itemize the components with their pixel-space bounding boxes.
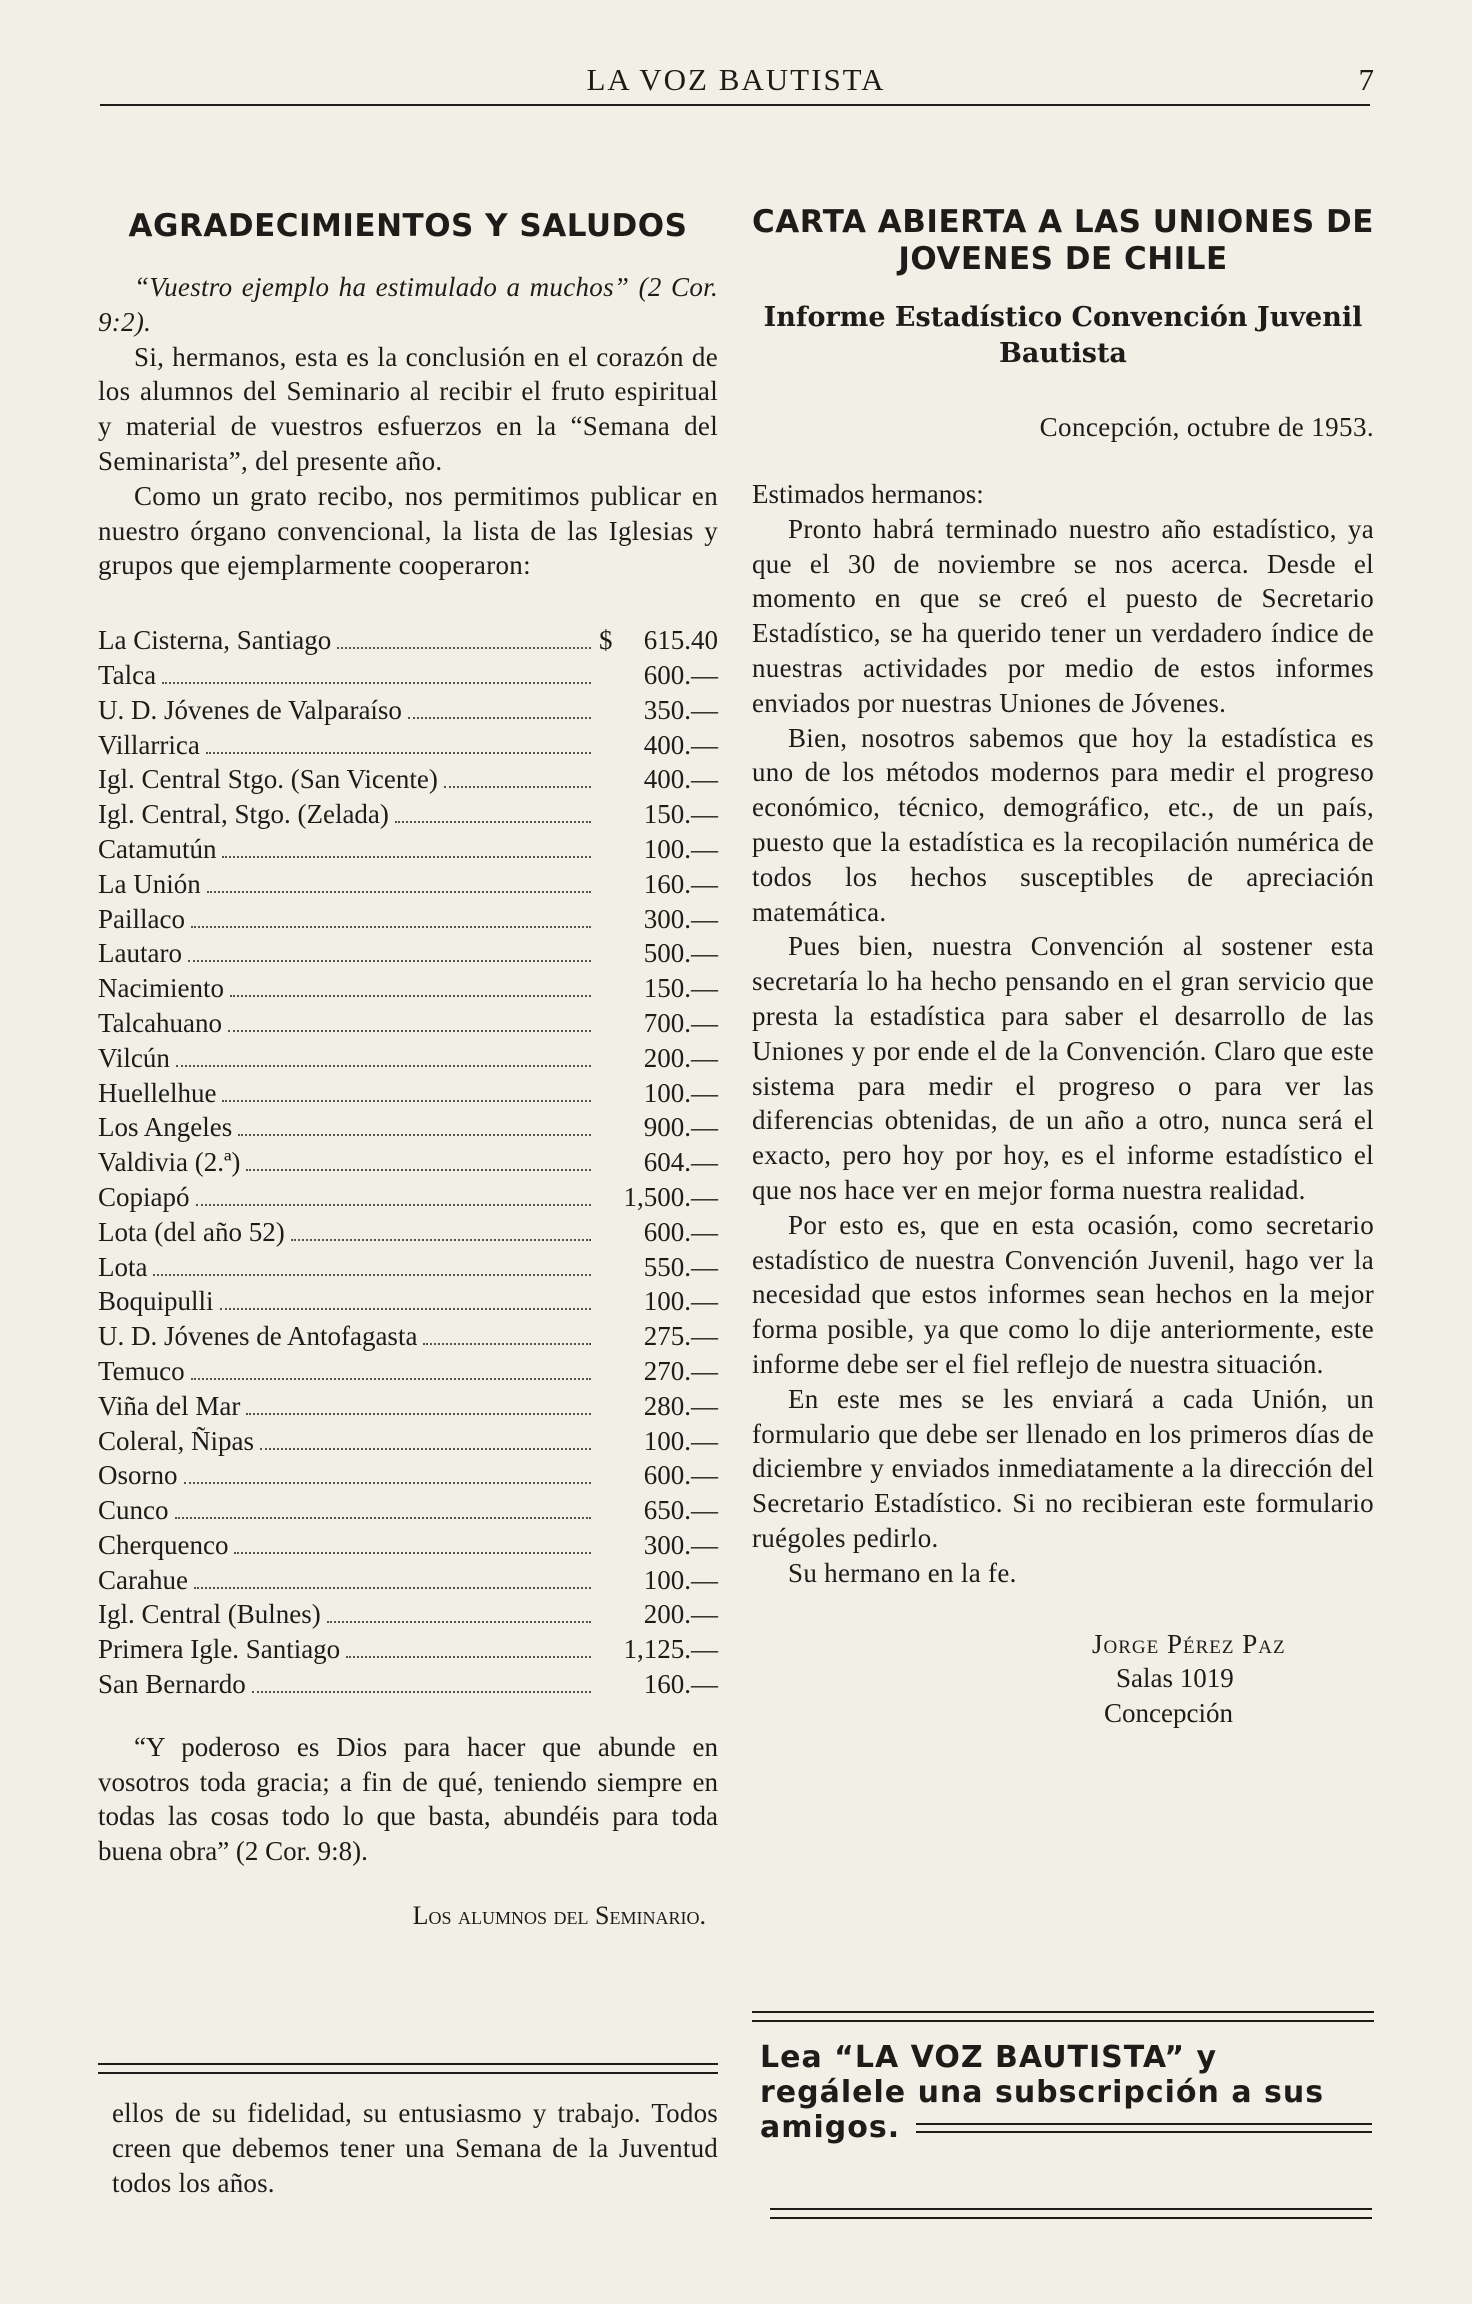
signature-city: Concepción [1104,1698,1233,1729]
donation-amount: 400.— [643,764,718,795]
donation-amount: 1,500.— [623,1181,718,1212]
right-paragraph: Pues bien, nuestra Convención al sostener esta secretaría lo ha hecho pensando en el gran servicio que presta la estadística para saber el desarrollo de las Uniones y por ende el de la Convención. Claro que este sistema para medir el progreso o para ver las diferencias obtenidas, de un año a otro, nunca será el exacto, pero hoy por hoy, es el informe estadístico el que nos hace ver en mejor forma nuestra realidad. [752,931,1374,1205]
running-title: LA VOZ BAUTISTA [586,62,886,97]
donation-name: U. D. Jóvenes de Valparaíso [98,694,402,725]
donation-amount: 100.— [643,1077,718,1108]
donation-name: Nacimiento [98,973,224,1004]
donation-name: Igl. Central Stgo. (San Vicente) [98,764,438,795]
donation-row [98,1389,718,1424]
closing-quote: “Y poderoso es Dios para hacer que abunde en vosotros toda gracia; a fin de qué, teniendo siempre en todas las cosas todo lo que basta, abundéis para toda buena obra” (2 Cor. 9:8). [98,1731,718,1867]
donation-name: Boquipulli [98,1286,214,1317]
promo-bottom-divider [770,2208,1372,2219]
dot-leader [327,1620,591,1623]
donation-row [98,1458,718,1493]
donation-currency: $ [599,625,613,656]
dot-leader [206,751,591,754]
donation-amount: 400.— [643,729,718,760]
dot-leader [196,1203,592,1206]
donation-amount: 150.— [643,973,718,1004]
donation-row [98,1145,718,1180]
donation-row [98,762,718,797]
right-paragraph: Pronto habrá terminado nuestro año estadístico, ya que el 30 de noviembre se nos acerca. Desde el momento en que se creó el puesto de Secretario Estadístico, se ha querido tener un verdadero índice de nuestras actividades por medio de estos informes enviados por nuestras Uniones de Jóvenes. [752,513,1374,718]
donation-amount: 150.— [643,799,718,830]
donation-amount: 350.— [643,694,718,725]
dot-leader [188,959,591,962]
right-paragraph: Bien, nosotros sabemos que hoy la estadística es uno de los métodos modernos para medir el progreso económico, técnico, demográfico, etc., de un país, puesto que la estadística es la recopilación numérica de todos los hechos susceptibles de apreciación matemática. [752,722,1374,927]
right-column [752,200,1374,1731]
donation-row [98,1215,718,1250]
donation-amount: 615.40 [643,625,718,656]
donation-name: Paillaco [98,903,185,934]
donation-name: Cunco [98,1495,169,1526]
donation-row [98,693,718,728]
donation-amount: 600.— [643,1216,718,1247]
epigraph: “Vuestro ejemplo ha estimulado a muchos” (2 Cor. 9:2). [98,272,718,337]
donation-name: Copiapó [98,1181,190,1212]
donation-amount: 270.— [643,1355,718,1386]
right-paragraph: En este mes se les enviará a cada Unión, un formulario que debe ser llenado en los primeros días de diciembre y enviados inmediatamente a la dirección del Secretario Estadístico. Si no recibieran este formulario ruégoles pedirlo. [752,1383,1374,1553]
donation-name: Vilcún [98,1042,170,1073]
donation-row [98,1006,718,1041]
donation-name: Temuco [98,1355,185,1386]
dot-leader [162,681,591,684]
left-paragraph: Si, hermanos, esta es la conclusión en el corazón de los alumnos del Seminario al recibir el fruto espiritual y material de vuestros esfuerzos en la “Semana del Seminarista”, del presente año. [98,341,718,476]
donation-amount: 500.— [643,938,718,969]
promo-box [760,2040,1372,2145]
dot-leader [246,1168,591,1171]
donation-name: Talca [98,659,157,690]
donation-amount: 300.— [643,903,718,934]
left-column [98,200,718,1931]
dot-leader [444,785,591,788]
donation-name: Catamutún [98,833,217,864]
donation-amount: 550.— [643,1251,718,1282]
donation-row [98,902,718,937]
donation-name: Los Angeles [98,1112,233,1143]
donation-name: Igl. Central (Bulnes) [98,1599,321,1630]
donation-amount: 300.— [643,1529,718,1560]
dot-leader [346,1655,591,1658]
donation-name: Coleral, Ñipas [98,1425,254,1456]
right-paragraph: Por esto es, que en esta ocasión, como secretario estadístico de nuestra Convención Juvenil, hago ver la necesidad que estos informes sean hechos en la mejor forma posible, ya que como lo dije anteriormente, este informe debe ser el fiel reflejo de nuestra situación. [752,1209,1374,1379]
dot-leader [238,1133,591,1136]
donation-row [98,1354,718,1389]
right-heading: CARTA ABIERTA A LAS UNIONES DE JOVENES DE CHILE [752,204,1374,277]
donation-row [98,867,718,902]
donation-row [98,797,718,832]
donation-name: Valdivia (2.ª) [98,1147,241,1178]
donation-row [98,658,718,693]
left-paragraph: Como un grato recibo, nos permitimos publicar en nuestro órgano convencional, la lista de las Iglesias y grupos que ejemplarmente cooperaron: [98,480,718,581]
donation-amount: 700.— [643,1007,718,1038]
donation-row [98,623,718,658]
donation-name: Cherquenco [98,1529,229,1560]
promo-divider [752,2011,1374,2022]
dot-leader [337,646,591,649]
section-divider [98,2063,718,2074]
dot-leader [153,1273,591,1276]
donation-name: Primera Igle. Santiago [98,1634,341,1665]
dot-leader [222,855,591,858]
dot-leader [175,1516,592,1519]
promo-inline-rule [916,2123,1372,2133]
donation-row [98,1319,718,1354]
promo-line: amigos. [760,2110,901,2145]
dot-leader [246,1412,591,1415]
donation-name: U. D. Jóvenes de Antofagasta [98,1321,418,1352]
donation-row [98,1250,718,1285]
donation-row [98,1076,718,1111]
dot-leader [408,716,591,719]
salutation: Estimados hermanos: [752,479,984,509]
donation-amount: 100.— [643,833,718,864]
header-rule [100,104,1370,106]
donation-name: La Cisterna, Santiago [98,625,332,656]
dot-leader [222,1099,591,1102]
left-heading: AGRADECIMIENTOS Y SALUDOS [128,208,688,244]
dot-leader [252,1690,591,1693]
donation-name: Carahue [98,1564,188,1595]
dot-leader [194,1586,591,1589]
donation-row [98,1110,718,1145]
dot-leader [176,1064,591,1067]
donation-name: San Bernardo [98,1669,246,1700]
dot-leader [260,1447,591,1450]
dot-leader [220,1307,591,1310]
donation-name: Huellelhue [98,1077,217,1108]
donation-amount: 200.— [643,1599,718,1630]
promo-last-line [760,2110,1372,2145]
donation-row [98,1493,718,1528]
dot-leader [291,1238,591,1241]
dot-leader [207,890,591,893]
dot-leader [395,820,591,823]
donation-row [98,1284,718,1319]
donation-row [98,1528,718,1563]
donation-name: Igl. Central, Stgo. (Zelada) [98,799,389,830]
donation-amount: 100.— [643,1286,718,1317]
donation-name: Lota [98,1251,148,1282]
page-number: 7 [1358,62,1374,97]
dot-leader [191,1377,591,1380]
signature-block [752,1627,1374,1731]
promo-line: Lea “LA VOZ BAUTISTA” y [760,2040,1218,2075]
donation-row [98,1632,718,1667]
signature-name: Jorge Pérez Paz [1092,1628,1286,1659]
donation-name: La Unión [98,868,201,899]
donation-row [98,1041,718,1076]
donation-amount: 280.— [643,1390,718,1421]
donation-amount: 100.— [643,1425,718,1456]
donation-name: Villarrica [98,729,200,760]
donation-name: Viña del Mar [98,1390,241,1421]
donation-amount: 604.— [643,1147,718,1178]
donation-row [98,1597,718,1632]
dot-leader [191,925,591,928]
donation-amount: 900.— [643,1112,718,1143]
donation-row [98,1667,718,1702]
donation-amount: 600.— [643,1460,718,1491]
date-line: Concepción, octubre de 1953. [1039,412,1374,442]
report-subheading: Informe Estadístico Convención Juvenil Bautista [763,302,1363,369]
donation-amount: 1,125.— [623,1634,718,1665]
donation-row [98,1563,718,1598]
donation-name: Osorno [98,1460,178,1491]
donation-row [98,971,718,1006]
dot-leader [423,1342,591,1345]
donation-row [98,832,718,867]
donation-row [98,936,718,971]
donation-list [98,623,718,1702]
donation-amount: 100.— [643,1564,718,1595]
dot-leader [228,1029,591,1032]
donation-name: Lautaro [98,938,182,969]
signature-address: Salas 1019 [1116,1663,1234,1694]
left-signature: Los alumnos del Seminario. [412,1901,706,1931]
donation-row [98,1180,718,1215]
right-paragraph: Su hermano en la fe. [788,1557,1017,1588]
donation-amount: 200.— [643,1042,718,1073]
donation-amount: 160.— [643,1669,718,1700]
donation-amount: 650.— [643,1495,718,1526]
donation-row [98,728,718,763]
dot-leader [230,994,591,997]
promo-line: regálele una subscripción a sus [760,2075,1325,2110]
dot-leader [234,1551,591,1554]
donation-name: Lota (del año 52) [98,1216,285,1247]
donation-row [98,1424,718,1459]
donation-amount: 160.— [643,868,718,899]
donation-name: Talcahuano [98,1007,223,1038]
donation-amount: 600.— [643,659,718,690]
dot-leader [184,1481,592,1484]
donation-amount: 275.— [643,1321,718,1352]
continued-text: ellos de su fidelidad, su entusiasmo y trabajo. Todos creen que debemos tener una Semana de la Juventud todos los años. [112,2098,718,2198]
